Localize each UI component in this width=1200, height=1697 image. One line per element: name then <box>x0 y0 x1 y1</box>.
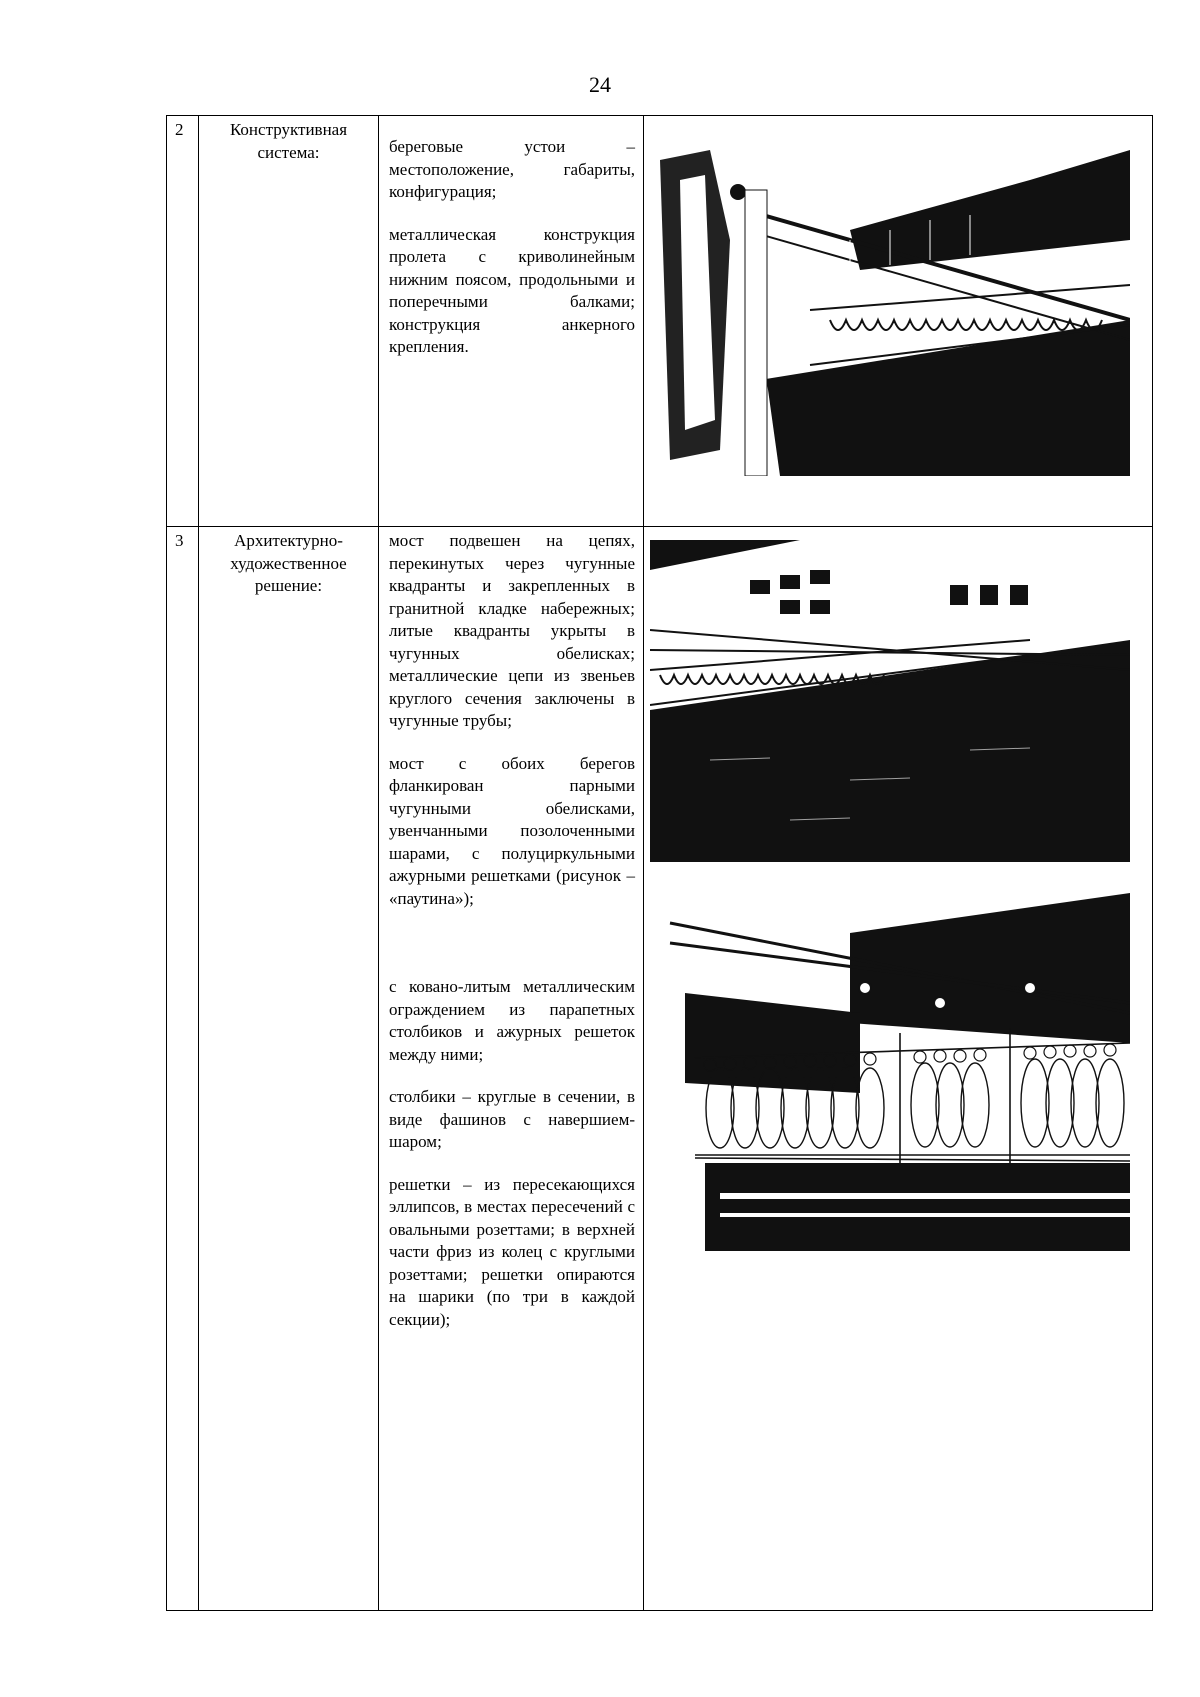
row-number: 3 <box>167 527 199 1611</box>
page-number: 24 <box>589 72 611 97</box>
photo-bridge-embankment <box>650 540 1130 862</box>
description-paragraph: с ковано-литым металлическим ограждением из парапетных столбиков и ажурных решеток между ними; <box>389 977 635 1064</box>
description-paragraph: мост с обоих берегов фланкирован парными чугунными обелисками, увенчанными позолоченными шарами, с полуциркульными ажурными решетками (рисунок – «паутина»); <box>389 753 635 908</box>
description-paragraph: береговые устои – местоположение, габариты, конфигурация; <box>389 137 635 201</box>
row-title: Конструктивная система: <box>199 116 379 527</box>
row-number: 2 <box>167 116 199 527</box>
row-title: Архитектурно-художественное решение: <box>199 527 379 1611</box>
row-description <box>379 116 644 527</box>
photo-bridge-chain-anchor <box>650 120 1130 476</box>
description-paragraph: столбики – круглые в сечении, в виде фашинов с навершием-шаром; <box>389 1087 635 1151</box>
description-paragraph: решетки – из пересекающихся эллипсов, в местах пересечений с овальными розеттами; в верхней части фриз из колец с круглыми розеттами; решетки опираются на шарики (по три в каждой секции); <box>389 1174 635 1329</box>
description-paragraph: мост подвешен на цепях, перекинутых через чугунные квадранты и закрепленных в гранитной кладке набережных; литые квадранты укрыты в чугунных обелисках; металлические цепи из звеньев круглого сечения заключены в чугунные трубы; <box>389 531 635 730</box>
photo-bridge-railing <box>650 893 1130 1251</box>
row-description <box>379 527 644 1611</box>
description-paragraph: металлическая конструкция пролета с криволинейным нижним поясом, продольными и поперечными балками; конструкция анкерного крепления. <box>389 224 635 356</box>
